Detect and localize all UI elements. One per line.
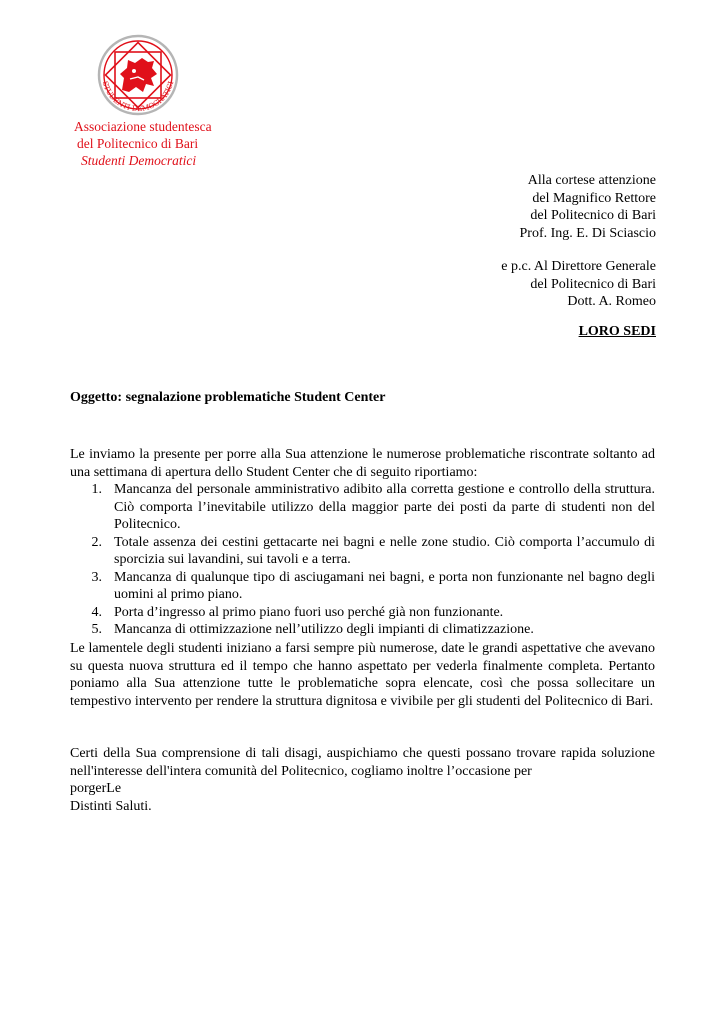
recipient-block <box>520 172 656 242</box>
closing-salutation: Distinti Saluti. <box>70 798 152 814</box>
association-line: del Politecnico di Bari <box>77 136 199 151</box>
list-item <box>70 621 655 639</box>
association-line: Associazione studentesca <box>74 119 212 134</box>
cc-line: Dott. A. Romeo <box>567 294 656 309</box>
list-item-text: Totale assenza dei cestini gettacarte nei bagni e nelle zone studio. Ciò comporta l’accumulo di sporcizia sui lavandini, sui tavoli e a terra. <box>114 534 655 567</box>
cc-line: del Politecnico di Bari <box>530 276 656 292</box>
cc-recipient-block <box>501 258 656 311</box>
association-logo <box>88 34 188 116</box>
list-item <box>70 569 655 604</box>
list-item-text: Mancanza del personale amministrativo adibito alla corretta gestione e controllo della struttura. Ciò comporta l’inevitabile utilizzo della maggior parte dei posti da parte di studenti non del Politecnico. <box>114 482 655 532</box>
list-item-text: Porta d’ingresso al primo piano fuori uso perché già non funzionante. <box>114 604 504 620</box>
letter-subject: Oggetto: segnalazione problematiche Student Center <box>70 390 386 405</box>
list-item <box>70 604 655 622</box>
list-item-text: Mancanza di qualunque tipo di asciugamani nei bagni, e porta non funzionante nel bagno degli uomini al primo piano. <box>114 569 655 602</box>
list-item-text: Mancanza di ottimizzazione nell’utilizzo degli impianti di climatizzazione. <box>114 622 534 637</box>
list-item <box>70 481 655 534</box>
association-name <box>74 118 212 169</box>
list-item-number: 5. <box>91 622 102 637</box>
recipient-line: del Politecnico di Bari <box>530 208 656 223</box>
list-item-number: 4. <box>91 604 102 620</box>
loro-sedi: LORO SEDI <box>578 324 656 339</box>
body-paragraph: Le lamentele degli studenti iniziano a farsi sempre più numerose, date le grandi aspettative che avevano su questa nuova struttura ed il tempo che hanno aspettato per vederla finalmente completa. Pertanto poniamo alla Sua attenzione tutte le problematiche sopra elencate, così che possa sollecitare un tempestivo intervento per rendere la struttura dignitosa e vivibile per gli studenti del Politecnico di Bari. <box>70 641 655 709</box>
recipient-line: del Magnifico Rettore <box>532 190 656 206</box>
recipient-line: Alla cortese attenzione <box>527 173 656 188</box>
svg-text:STUDENTI DEMOCRATICI: STUDENTI DEMOCRATICI <box>100 80 176 114</box>
association-motto: Studenti Democratici <box>81 153 197 168</box>
issues-list <box>70 481 655 639</box>
cc-line: e p.c. Al Direttore Generale <box>501 259 656 274</box>
closing-line: porgerLe <box>70 781 122 796</box>
body-paragraph: Certi della Sua comprensione di tali disagi, auspichiamo che questi possano trovare rapida soluzione nell'interesse dell'intera comunità del Politecnico, cogliamo inoltre l’occasione per <box>70 746 655 779</box>
closing-section <box>70 745 655 815</box>
logo-seal-icon <box>88 34 188 116</box>
list-item-number: 1. <box>91 482 102 497</box>
list-item <box>70 534 655 569</box>
intro-paragraph: Le inviamo la presente per porre alla Sua attenzione le numerose problematiche riscontrate soltanto ad una settimana di apertura dello Student Center che di seguito riportiamo: <box>70 447 655 480</box>
list-item-number: 3. <box>91 569 102 585</box>
recipient-line: Prof. Ing. E. Di Sciascio <box>519 225 656 241</box>
list-item-number: 2. <box>91 534 102 550</box>
